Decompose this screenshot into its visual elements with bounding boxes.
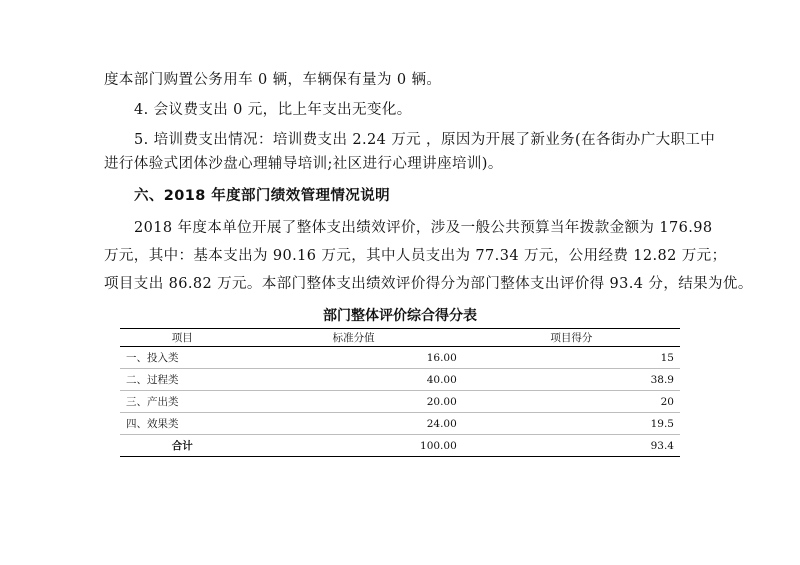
table-row [120, 347, 680, 369]
paragraph-performance-1: 2018 年度本单位开展了整体支出绩效评价，涉及一般公共预算当年拨款金额为 176.98 [134, 220, 713, 236]
paragraph-performance-3: 项目支出 86.82 万元。本部门整体支出绩效评价得分为部门整体支出评价得 93.4 分，结果为优。 [104, 276, 753, 292]
table-title: 部门整体评价综合得分表 [323, 308, 477, 324]
table-row [120, 391, 680, 413]
row-name: 二、过程类 [120, 369, 245, 391]
table-row [120, 369, 680, 391]
total-score: 93.4 [463, 435, 680, 457]
row-score: 19.5 [463, 413, 680, 435]
row-score: 20 [463, 391, 680, 413]
paragraph-performance-2: 万元，其中：基本支出为 90.16 万元，其中人员支出为 77.34 万元，公用经费 12.82 万元； [104, 248, 727, 264]
row-name: 四、效果类 [120, 413, 245, 435]
total-name: 合计 [120, 435, 245, 457]
row-standard: 24.00 [245, 413, 463, 435]
paragraph-training-fee: 5. 培训费支出情况：培训费支出 2.24 万元 ，原因为开展了新业务(在各街办广大职工中 [134, 132, 716, 148]
row-standard: 20.00 [245, 391, 463, 413]
header-item: 项目 [120, 329, 245, 347]
row-standard: 16.00 [245, 347, 463, 369]
table-row [120, 413, 680, 435]
paragraph-training-fee-cont: 进行体验式团体沙盘心理辅导培训;社区进行心理讲座培训)。 [104, 156, 503, 172]
header-standard: 标准分值 [245, 329, 463, 347]
table-header-row [120, 329, 680, 347]
row-name: 一、投入类 [120, 347, 245, 369]
paragraph-vehicle-line: 度本部门购置公务用车 0 辆，车辆保有量为 0 辆。 [104, 72, 442, 88]
total-standard: 100.00 [245, 435, 463, 457]
row-standard: 40.00 [245, 369, 463, 391]
score-table [120, 328, 680, 457]
section-heading: 六、2018 年度部门绩效管理情况说明 [134, 188, 391, 204]
paragraph-meeting-fee: 4. 会议费支出 0 元，比上年支出无变化。 [134, 102, 412, 118]
row-score: 38.9 [463, 369, 680, 391]
row-name: 三、产出类 [120, 391, 245, 413]
row-score: 15 [463, 347, 680, 369]
table-total-row [120, 435, 680, 457]
header-score: 项目得分 [463, 329, 680, 347]
